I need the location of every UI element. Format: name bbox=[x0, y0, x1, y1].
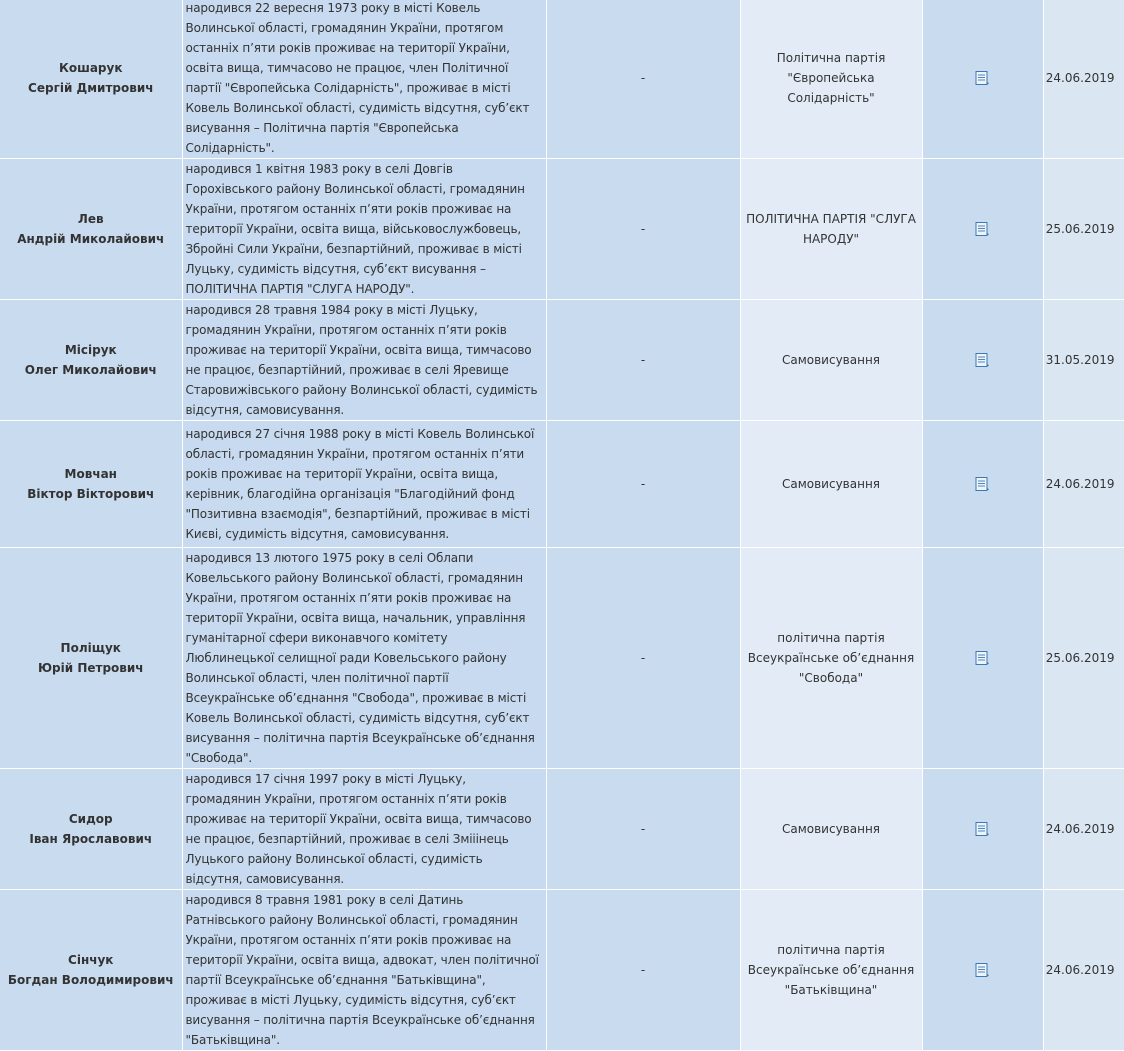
empty-cell: - bbox=[546, 548, 740, 769]
document-cell[interactable] bbox=[922, 300, 1043, 421]
document-cell[interactable] bbox=[922, 0, 1043, 159]
candidate-surname[interactable]: Сінчук bbox=[68, 953, 114, 967]
candidate-surname[interactable]: Сидор bbox=[68, 812, 113, 826]
nominating-party: політична партія Всеукраїнське об’єднання "Свобода" bbox=[740, 548, 922, 769]
registration-date: 24.06.2019 bbox=[1043, 0, 1124, 159]
nominating-party: Політична партія "Європейська Солідарність" bbox=[740, 0, 922, 159]
candidate-name[interactable] bbox=[0, 890, 182, 1051]
candidate-name[interactable] bbox=[0, 769, 182, 890]
candidate-name[interactable] bbox=[0, 0, 182, 159]
document-cell[interactable] bbox=[922, 890, 1043, 1051]
candidate-bio: народився 28 травня 1984 року в місті Луцьку, громадянин України, протягом останніх п’яти років проживає на території України, освіта вища, тимчасово не працює, безпартійний, проживає в селі Яревище Старовижівського району Волинської області, судимість відсутня, самовисування. bbox=[182, 300, 546, 421]
empty-cell: - bbox=[546, 159, 740, 300]
nominating-party: Самовисування bbox=[740, 769, 922, 890]
document-cell[interactable] bbox=[922, 421, 1043, 548]
table-row bbox=[0, 769, 1124, 890]
candidate-surname[interactable]: Мовчан bbox=[64, 467, 117, 481]
candidate-surname[interactable]: Місірук bbox=[64, 343, 117, 357]
document-icon[interactable] bbox=[974, 352, 991, 369]
nominating-party: Самовисування bbox=[740, 421, 922, 548]
document-cell[interactable] bbox=[922, 548, 1043, 769]
candidate-name[interactable] bbox=[0, 548, 182, 769]
table-row bbox=[0, 159, 1124, 300]
candidate-bio: народився 1 квітня 1983 року в селі Довгів Горохівського району Волинської області, громадянин України, протягом останніх п’яти років проживає на території України, освіта вища, військовослужбовець, Збройні Сили України, безпартійний, проживає в місті Луцьку, судимість відсутня, суб’єкт висування – ПОЛІТИЧНА ПАРТІЯ "СЛУГА НАРОДУ". bbox=[182, 159, 546, 300]
candidate-bio: народився 27 січня 1988 року в місті Ковель Волинської області, громадянин України, протягом останніх п’яти років проживає на території України, освіта вища, керівник, благодійна організація "Благодійний фонд "Позитивна взаємодія", безпартійний, проживає в місті Києві, судимість відсутня, самовисування. bbox=[182, 421, 546, 548]
table-row bbox=[0, 890, 1124, 1051]
document-icon[interactable] bbox=[974, 70, 991, 87]
candidate-bio: народився 8 травня 1981 року в селі Датинь Ратнівського району Волинської області, громадянин України, протягом останніх п’яти років проживає на території України, освіта вища, адвокат, член політичної партії Всеукраїнське об’єднання "Батьківщина", проживає в місті Луцьку, судимість відсутня, суб’єкт висування – політична партія Всеукраїнське об’єднання "Батьківщина". bbox=[182, 890, 546, 1051]
registration-date: 25.06.2019 bbox=[1043, 159, 1124, 300]
document-icon[interactable] bbox=[974, 650, 991, 667]
candidate-given-names[interactable]: Андрій Миколайович bbox=[17, 232, 165, 246]
document-cell[interactable] bbox=[922, 159, 1043, 300]
table-row bbox=[0, 300, 1124, 421]
candidate-given-names[interactable]: Юрій Петрович bbox=[37, 661, 144, 675]
registration-date: 24.06.2019 bbox=[1043, 421, 1124, 548]
nominating-party: ПОЛІТИЧНА ПАРТІЯ "СЛУГА НАРОДУ" bbox=[740, 159, 922, 300]
candidate-surname[interactable]: Поліщук bbox=[60, 641, 121, 655]
candidate-given-names[interactable]: Іван Ярославович bbox=[29, 832, 153, 846]
candidate-surname[interactable]: Кошарук bbox=[59, 61, 123, 75]
registration-date: 31.05.2019 bbox=[1043, 300, 1124, 421]
document-cell[interactable] bbox=[922, 769, 1043, 890]
document-icon[interactable] bbox=[974, 221, 991, 238]
empty-cell: - bbox=[546, 890, 740, 1051]
candidate-given-names[interactable]: Богдан Володимирович bbox=[7, 973, 174, 987]
empty-cell: - bbox=[546, 421, 740, 548]
empty-cell: - bbox=[546, 769, 740, 890]
table-row bbox=[0, 548, 1124, 769]
candidate-name[interactable] bbox=[0, 421, 182, 548]
table-row bbox=[0, 0, 1124, 159]
candidate-given-names[interactable]: Віктор Вікторович bbox=[27, 487, 155, 501]
document-icon[interactable] bbox=[974, 962, 991, 979]
nominating-party: Самовисування bbox=[740, 300, 922, 421]
candidate-given-names[interactable]: Олег Миколайович bbox=[24, 363, 157, 377]
candidate-name[interactable] bbox=[0, 159, 182, 300]
registration-date: 24.06.2019 bbox=[1043, 890, 1124, 1051]
empty-cell: - bbox=[546, 300, 740, 421]
table-row bbox=[0, 421, 1124, 548]
candidate-name[interactable] bbox=[0, 300, 182, 421]
registration-date: 25.06.2019 bbox=[1043, 548, 1124, 769]
candidate-bio: народився 17 січня 1997 року в місті Луцьку, громадянин України, протягом останніх п’яти років проживає на території України, освіта вища, тимчасово не працює, безпартійний, проживає в селі Змііінець Луцького району Волинської області, судимість відсутня, самовисування. bbox=[182, 769, 546, 890]
empty-cell: - bbox=[546, 0, 740, 159]
document-icon[interactable] bbox=[974, 476, 991, 493]
candidate-given-names[interactable]: Сергій Дмитрович bbox=[28, 81, 154, 95]
candidate-bio: народився 22 вересня 1973 року в місті Ковель Волинської області, громадянин України, протягом останніх п’яти років проживає на території України, освіта вища, тимчасово не працює, член Політичної партії "Європейська Солідарність", проживає в місті Ковель Волинської області, судимість відсутня, суб’єкт висування – Політична партія "Європейська Солідарність". bbox=[182, 0, 546, 159]
nominating-party: політична партія Всеукраїнське об’єднання "Батьківщина" bbox=[740, 890, 922, 1051]
document-icon[interactable] bbox=[974, 821, 991, 838]
candidate-surname[interactable]: Лев bbox=[77, 212, 104, 226]
candidate-bio: народився 13 лютого 1975 року в селі Облапи Ковельського району Волинської області, громадянин України, протягом останніх п’яти років проживає на території України, освіта вища, начальник, управління гуманітарної сфери виконавчого комітету Люблинецької селищної ради Ковельського району Волинської області, член політичної партії Всеукраїнське об’єднання "Свобода", проживає в місті Ковель Волинської області, судимість відсутня, суб’єкт висування – політична партія Всеукраїнське об’єднання "Свобода". bbox=[182, 548, 546, 769]
registration-date: 24.06.2019 bbox=[1043, 769, 1124, 890]
